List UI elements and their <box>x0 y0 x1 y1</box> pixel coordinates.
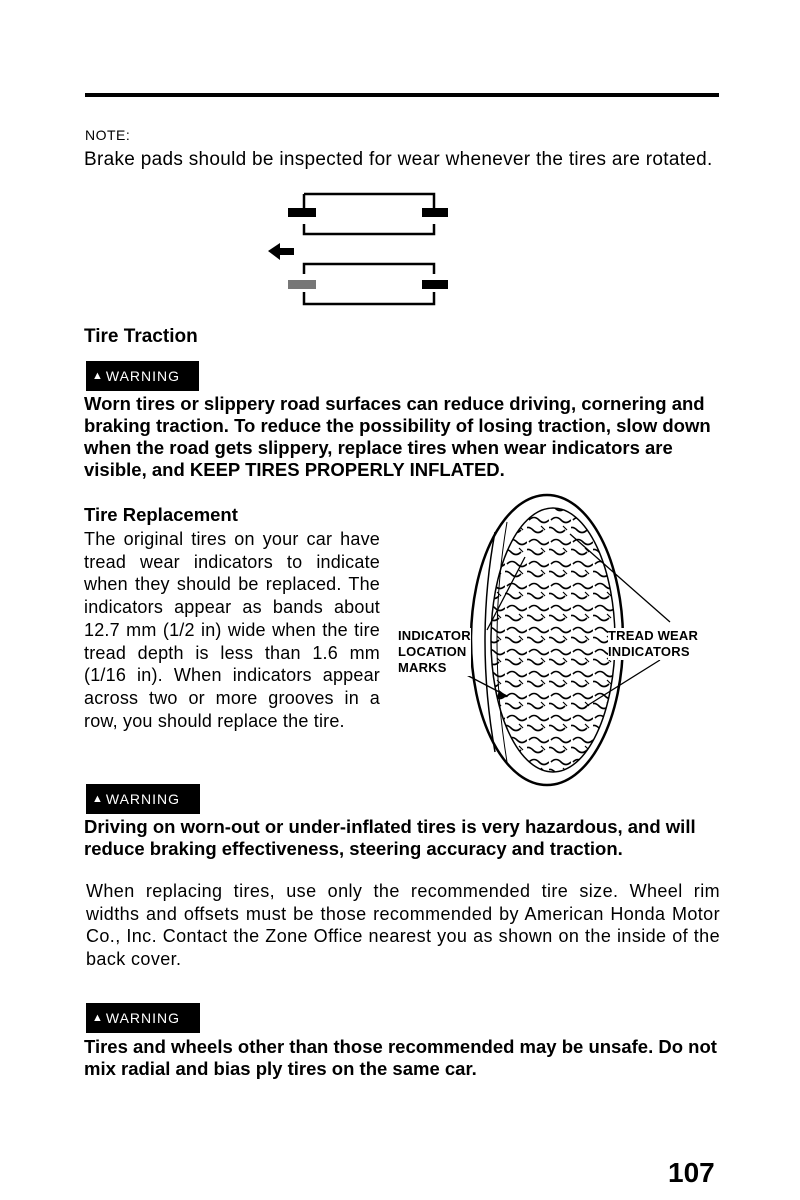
warning-badge-label: WARNING <box>105 791 181 807</box>
lower-right-brake-pad <box>422 280 448 289</box>
under-inflated-warning-text: Driving on worn-out or under-inflated tires is very hazardous, and will reduce braking effectiveness, steering accuracy and traction. <box>84 816 696 859</box>
tire-traction-heading: Tire Traction <box>84 326 198 347</box>
lower-axle-frame <box>304 264 434 304</box>
upper-left-brake-pad <box>288 208 316 217</box>
upper-right-brake-pad <box>422 208 448 217</box>
tire-tread-figure <box>395 492 725 792</box>
warning-badge-1 <box>86 361 199 391</box>
warning-badge-2 <box>86 784 200 814</box>
top-rule <box>85 93 719 97</box>
traction-warning-text: Worn tires or slippery road surfaces can reduce driving, cornering and braking traction. To reduce the possibility of losing traction, slow down when the road gets slippery, replace tires when wear indicators are visible, and KEEP TIRES PROPERLY INFLATED. <box>84 393 711 480</box>
upper-axle-frame <box>304 194 434 234</box>
warning-badge-label: WARNING <box>105 368 181 384</box>
indicator-location-label: INDICATOR LOCATION MARKS <box>398 628 471 675</box>
note-label: NOTE: <box>85 127 131 143</box>
warning-badge-3 <box>86 1003 200 1033</box>
warning-badge-label: WARNING <box>105 1010 181 1026</box>
tire-tread <box>491 508 615 772</box>
tread-wear-indicators-label: TREAD WEAR INDICATORS <box>608 628 699 659</box>
tire-replacement-heading: Tire Replacement <box>84 504 238 525</box>
replacement-paragraph: When replacing tires, use only the recommended tire size. Wheel rim widths and offsets must be those recommended by American Honda Motor Co., Inc. Contact the Zone Office nearest you as shown on the inside of the back cover. <box>86 881 720 969</box>
tire-replacement-text: The original tires on your car have tread wear indicators to indicate when they should be replaced. The indicators appear as bands about 12.7 mm (1/2 in) wide when the tire tread depth is less than 1.6 mm (1/16 in). When indicators appear across two or more grooves in a row, you should replace the tire. <box>84 529 380 731</box>
front-arrow-icon <box>268 243 294 260</box>
warning-triangle-icon: ▲ <box>92 370 104 382</box>
brake-rotation-diagram <box>262 184 462 314</box>
warning-triangle-icon: ▲ <box>92 1012 104 1024</box>
page-number: 107 <box>668 1157 715 1188</box>
note-text: Brake pads should be inspected for wear whenever the tires are rotated. <box>84 149 713 170</box>
wheel-mix-warning-text: Tires and wheels other than those recommended may be unsafe. Do not mix radial and bias ply tires on the same car. <box>84 1036 717 1079</box>
warning-triangle-icon: ▲ <box>92 793 104 805</box>
lower-left-brake-pad <box>288 280 316 289</box>
